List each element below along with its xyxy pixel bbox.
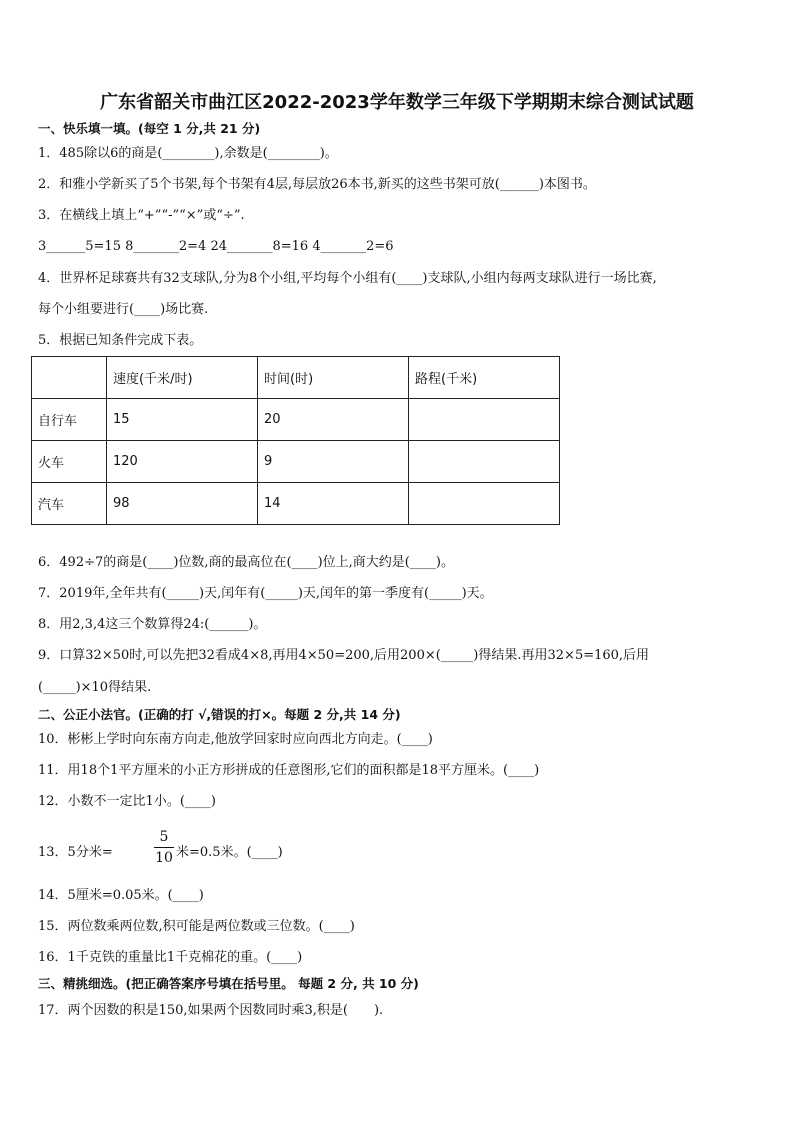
- table-cell: 9: [258, 441, 409, 483]
- fraction: [154, 828, 174, 867]
- question-9-line-1: 9．口算32×50时,可以先把32看成4×8,再用4×50=200,后用200×(_____)得结果.再用32×5=160,后用: [38, 648, 650, 663]
- table-header-cell: 速度(千米/时): [107, 357, 258, 399]
- fraction-numerator: 5: [159, 829, 169, 845]
- question-13-prefix: 13．5分米=: [38, 845, 113, 860]
- question-3-items: 3______5=15 8_______2=4 24_______8=16 4_______2=6: [38, 239, 394, 254]
- section-heading-1: 一、快乐填一填。(每空 1 分,共 21 分): [38, 121, 261, 136]
- table-header-cell: 时间(时): [258, 357, 409, 399]
- table-header-row: [32, 357, 560, 399]
- question-7: 7．2019年,全年共有(_____)天,闰年有(_____)天,闰年的第一季度有(_____)天。: [38, 586, 493, 601]
- question-2: 2．和雅小学新买了5个书架,每个书架有4层,每层放26本书,新买的这些书架可放(______)本图书。: [38, 177, 596, 192]
- question-11: 11．用18个1平方厘米的小正方形拼成的任意图形,它们的面积都是18平方厘米。(____): [38, 763, 540, 778]
- table-cell: [409, 483, 560, 525]
- question-5: 5．根据已知条件完成下表。: [38, 333, 203, 348]
- question-8: 8．用2,3,4这三个数算得24:(______)。: [38, 617, 267, 632]
- table-cell: 14: [258, 483, 409, 525]
- table-header-cell: [32, 357, 107, 399]
- page-title: 广东省韶关市曲江区2022-2023学年数学三年级下学期期末综合测试试题: [100, 92, 694, 113]
- question-14: 14．5厘米=0.05米。(____): [38, 888, 204, 903]
- table-header-cell: 路程(千米): [409, 357, 560, 399]
- table-row: [32, 441, 560, 483]
- section-heading-2: 二、公正小法官。(正确的打 √,错误的打×。每题 2 分,共 14 分): [38, 707, 401, 722]
- fraction-bar: [154, 847, 174, 848]
- table-cell: 20: [258, 399, 409, 441]
- fraction-denominator: 10: [155, 850, 173, 866]
- table-cell: [409, 399, 560, 441]
- question-13-suffix: 米=0.5米。(____): [176, 845, 283, 860]
- table-cell: 自行车: [32, 399, 107, 441]
- table-cell: [409, 441, 560, 483]
- question-10: 10．彬彬上学时向东南方向走,他放学回家时应向西北方向走。(____): [38, 732, 433, 747]
- section-heading-3: 三、精挑细选。(把正确答案序号填在括号里。 每题 2 分, 共 10 分): [38, 976, 419, 991]
- question-12: 12．小数不一定比1小。(____): [38, 794, 216, 809]
- table-row: [32, 483, 560, 525]
- table-cell: 120: [107, 441, 258, 483]
- table-row: [32, 399, 560, 441]
- table-cell: 火车: [32, 441, 107, 483]
- question-3: 3．在横线上填上“+”“-”“×”或“÷”.: [38, 208, 245, 223]
- question-4-line-1: 4．世界杯足球赛共有32支球队,分为8个小组,平均每个小组有(____)支球队,小组内每两支球队进行一场比赛,: [38, 271, 657, 286]
- question-1: 1．485除以6的商是(________),余数是(________)。: [38, 146, 338, 161]
- question-15: 15．两位数乘两位数,积可能是两位数或三位数。(____): [38, 919, 355, 934]
- question-4-line-2: 每个小组要进行(____)场比赛.: [38, 302, 209, 317]
- table-cell: 98: [107, 483, 258, 525]
- question-16: 16．1千克铁的重量比1千克棉花的重。(____): [38, 950, 303, 965]
- question-17: 17．两个因数的积是150,如果两个因数同时乘3,积是( ).: [38, 1003, 384, 1018]
- table-cell: 15: [107, 399, 258, 441]
- question-9-line-2: (_____)×10得结果.: [38, 680, 152, 695]
- question-6: 6．492÷7的商是(____)位数,商的最高位在(____)位上,商大约是(____)。: [38, 555, 454, 570]
- table-cell: 汽车: [32, 483, 107, 525]
- speed-time-distance-table: [31, 356, 560, 525]
